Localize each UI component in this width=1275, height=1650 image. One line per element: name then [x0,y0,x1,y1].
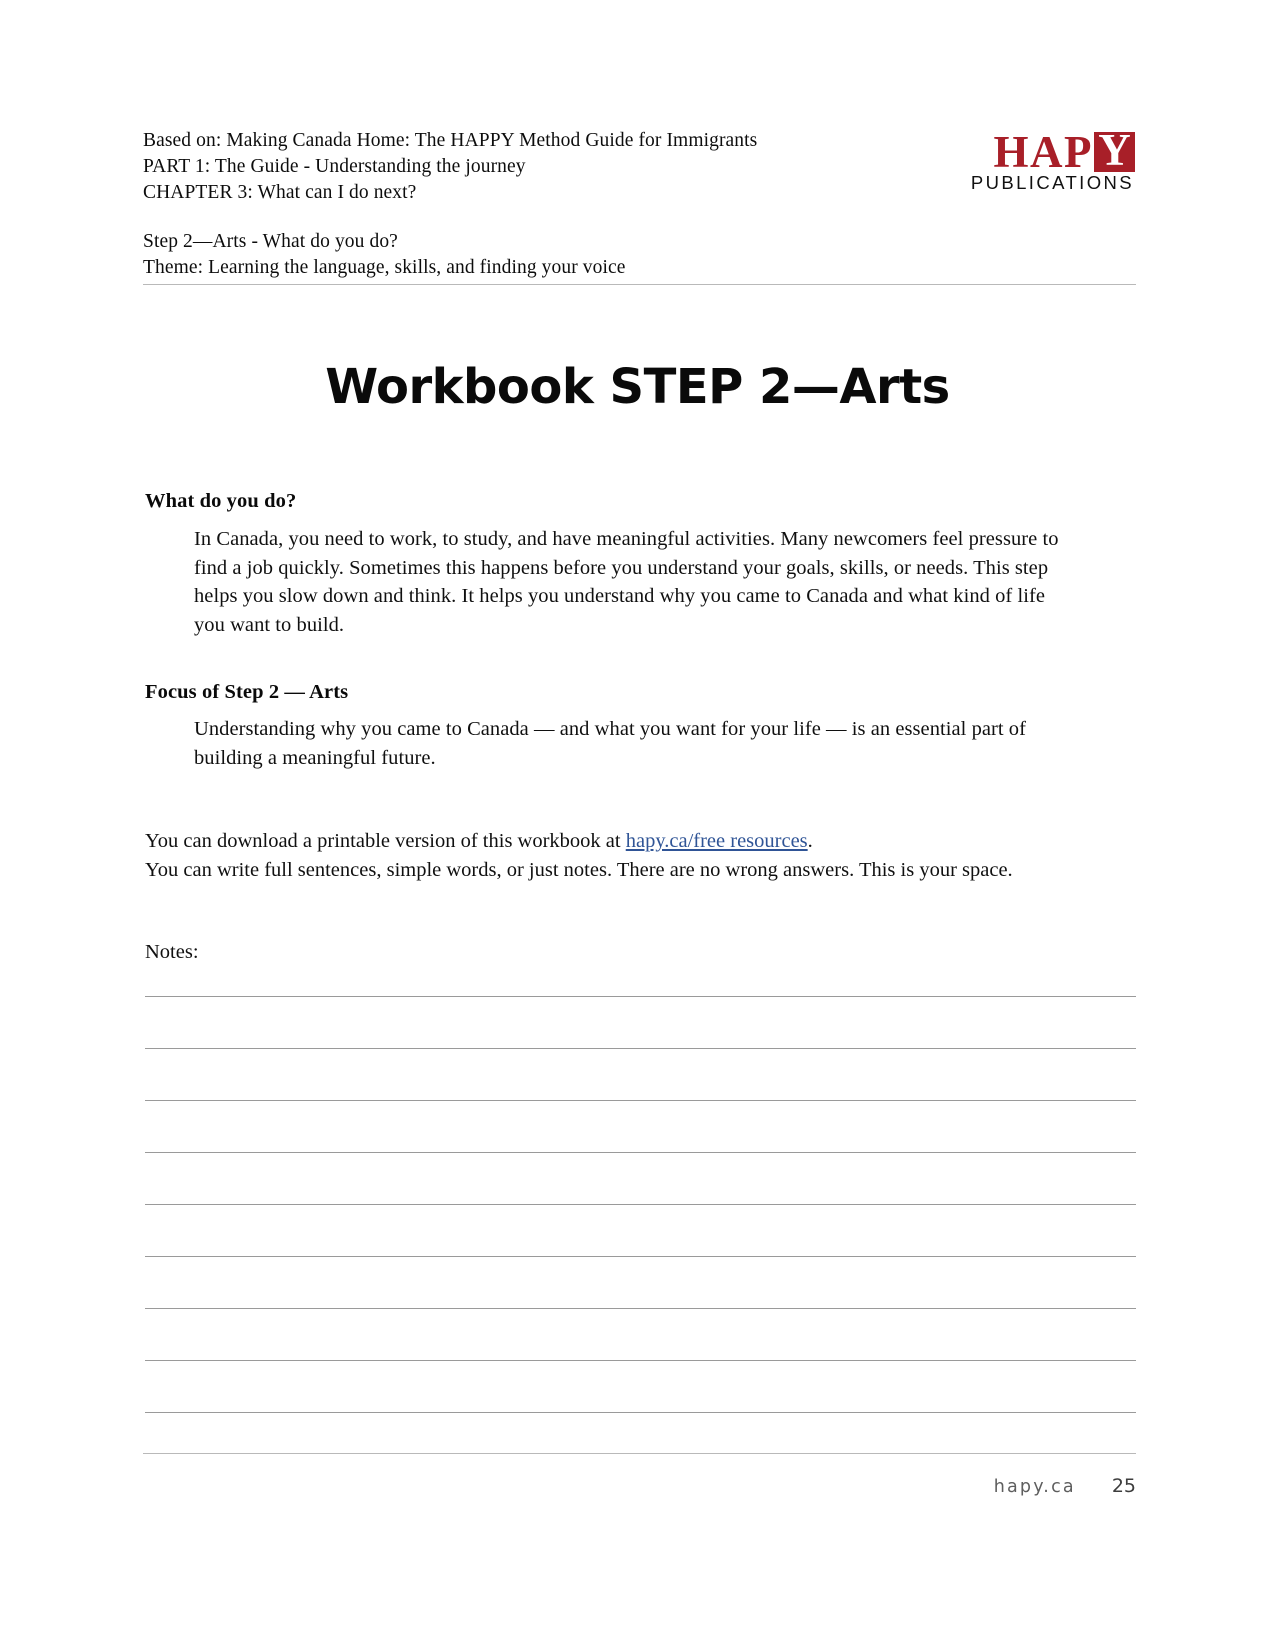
free-resources-link[interactable]: hapy.ca/free resources [625,830,808,852]
logo-y-block-icon [1094,125,1135,175]
section-heading-focus-of-step-2: Focus of Step 2 — Arts [145,681,349,703]
notes-rule-line[interactable] [145,1204,1136,1205]
header-theme-line: Theme: Learning the language, skills, and finding your voice [143,257,626,278]
header-part-line: PART 1: The Guide - Understanding the journey [143,156,526,177]
header-source-line: Based on: Making Canada Home: The HAPPY Method Guide for Immigrants [143,130,758,151]
section-heading-what-do-you-do: What do you do? [145,490,297,512]
notes-rule-line[interactable] [145,1308,1136,1309]
notes-rule-line[interactable] [145,1412,1136,1413]
header-step-line: Step 2—Arts - What do you do? [143,231,398,252]
page-footer [143,1475,1136,1497]
footer-divider [143,1453,1136,1454]
logo-subtitle: PUBLICATIONS [970,172,1134,193]
download-note [145,827,1075,884]
section-body-what-do-you-do: In Canada, you need to work, to study, and have meaningful activities. Many newcomers feel pressure to find a job quickly. Sometimes this happens before you understand your goals, skills, or needs. This step helps you slow down and think. It helps you understand why you came to Canada and what kind of life you want to build. [194,528,1059,636]
header-chapter-line: CHAPTER 3: What can I do next? [143,182,417,203]
footer-page-number: 25 [1111,1475,1136,1497]
notes-label: Notes: [145,941,199,963]
notes-rule-line[interactable] [145,1152,1136,1153]
notes-rule-line[interactable] [145,1100,1136,1101]
header-text-block [143,128,757,281]
notes-rule-line[interactable] [145,1048,1136,1049]
logo-wordmark [953,125,1135,177]
page-header [143,125,1135,281]
notes-rule-line[interactable] [145,996,1136,997]
notes-rule-line[interactable] [145,1256,1136,1257]
page-title: Workbook STEP 2—Arts [325,359,950,415]
logo-wordmark-text: HAP [993,127,1093,177]
header-divider [143,284,1136,285]
logo-y-letter: Y [1098,125,1131,175]
notes-writing-area[interactable] [145,996,1136,1413]
header-spacer [143,206,757,229]
download-note-suffix: . [807,830,813,852]
download-note-second-line: You can write full sentences, simple words, or just notes. There are no wrong answers. This is your space. [145,858,1013,881]
notes-rule-line[interactable] [145,1360,1136,1361]
footer-site-label: hapy.ca [993,1477,1076,1497]
download-note-prefix: You can download a printable version of this workbook at [145,830,626,852]
section-body-focus-of-step-2: Understanding why you came to Canada — and what you want for your life — is an essential part of building a meaningful future. [194,718,1026,769]
hapy-publications-logo [953,125,1135,193]
